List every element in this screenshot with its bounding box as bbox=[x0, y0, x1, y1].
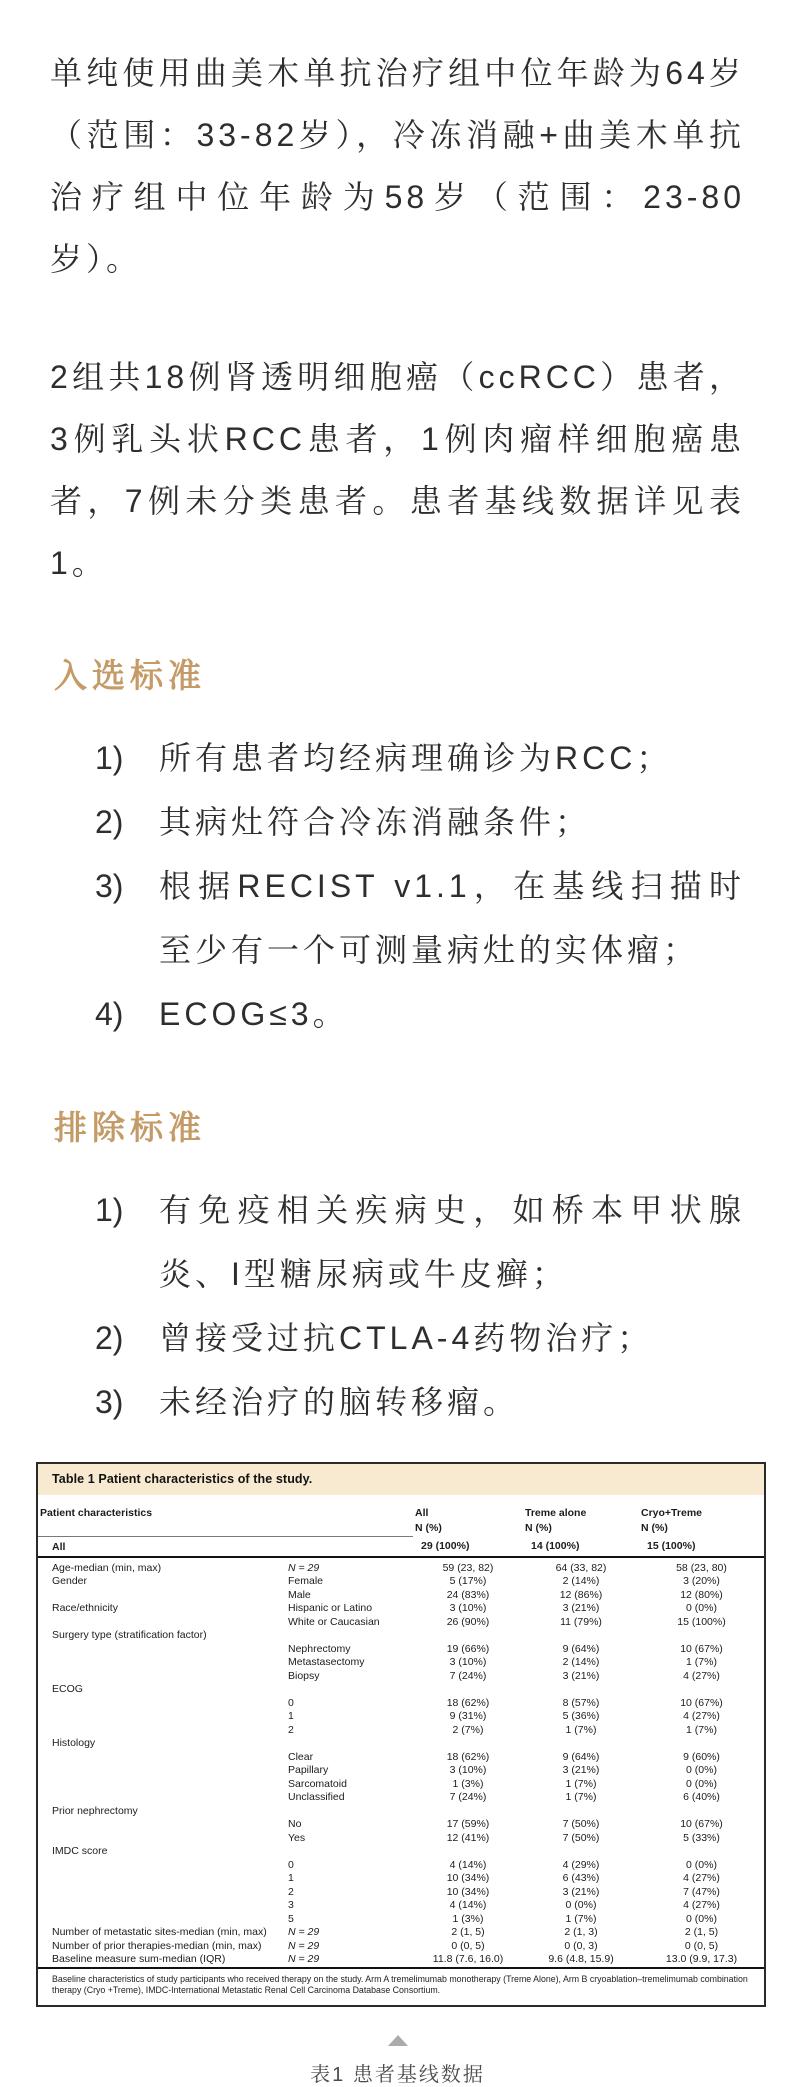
table-cell: 12 (80%) bbox=[680, 1588, 723, 1601]
table-cell: N = 29 bbox=[288, 1939, 320, 1952]
table-cell: 3 bbox=[288, 1899, 294, 1911]
table-cell bbox=[413, 1805, 523, 1819]
inclusion-item-3 bbox=[50, 854, 745, 982]
table-cell: 58 (23, 80) bbox=[676, 1561, 727, 1574]
table-cell: 4 (14%) bbox=[449, 1858, 487, 1871]
table-cell: Histology bbox=[52, 1737, 96, 1749]
patient-characteristics-table bbox=[38, 1495, 764, 1967]
table-row bbox=[38, 1791, 764, 1805]
all-row-total-all: 29 (100%) bbox=[413, 1536, 523, 1557]
table-cell bbox=[413, 1683, 523, 1697]
table-cell: Clear bbox=[288, 1750, 314, 1763]
table-cell bbox=[413, 1737, 523, 1751]
table-cell: 1 (7%) bbox=[565, 1723, 597, 1736]
table-cell: 3 (10%) bbox=[449, 1656, 487, 1668]
table1-title: Table 1 Patient characteristics of the study. bbox=[38, 1464, 764, 1495]
table-cell bbox=[286, 1683, 413, 1697]
table-cell: 0 (0%) bbox=[565, 1899, 597, 1911]
table-cell: Gender bbox=[52, 1575, 88, 1587]
table-row bbox=[38, 1872, 764, 1886]
table-cell bbox=[38, 1859, 286, 1873]
table-row bbox=[38, 1926, 764, 1940]
table-cell bbox=[413, 1629, 523, 1643]
table-cell: Prior nephrectomy bbox=[52, 1804, 138, 1817]
table-cell bbox=[38, 1656, 286, 1670]
table-cell bbox=[286, 1629, 413, 1643]
table-cell: 17 (59%) bbox=[446, 1818, 490, 1830]
table-cell: 19 (66%) bbox=[446, 1642, 490, 1655]
table-row bbox=[38, 1602, 764, 1616]
table-cell bbox=[639, 1845, 764, 1859]
list-item-number: 3) bbox=[95, 1384, 124, 1420]
table1-container bbox=[36, 1462, 766, 2007]
table-cell: 9.6 (4.8, 15.9) bbox=[548, 1953, 614, 1965]
table-cell bbox=[38, 1710, 286, 1724]
inclusion-item-4 bbox=[50, 982, 745, 1046]
table-cell: 7 (24%) bbox=[449, 1669, 487, 1682]
table-row bbox=[38, 1953, 764, 1967]
paragraph-median-age: 单纯使用曲美木单抗治疗组中位年龄为64岁（范围：33-82岁），冷冻消融+曲美木单抗治疗组中位年龄为58岁（范围：23-80岁）。 bbox=[50, 55, 745, 277]
table-cell bbox=[38, 1751, 286, 1765]
table-cell: 10 (67%) bbox=[680, 1818, 723, 1830]
table-cell: 1 (7%) bbox=[565, 1777, 597, 1790]
table-row bbox=[38, 1899, 764, 1913]
table-cell: 3 (10%) bbox=[449, 1602, 487, 1614]
table-body bbox=[38, 1557, 764, 1967]
table-cell bbox=[38, 1589, 286, 1603]
list-item-number: 2) bbox=[95, 804, 124, 840]
table-row bbox=[38, 1859, 764, 1873]
table-cell: 3 (20%) bbox=[683, 1575, 720, 1587]
table-cell: Hispanic or Latino bbox=[288, 1602, 373, 1614]
table-cell: 1 (3%) bbox=[452, 1912, 484, 1925]
table-cell: 3 (21%) bbox=[562, 1885, 600, 1898]
table-cell: No bbox=[288, 1818, 302, 1830]
table-cell: 4 (27%) bbox=[683, 1872, 720, 1884]
table-cell bbox=[38, 1616, 286, 1630]
table-cell bbox=[38, 1697, 286, 1711]
inclusion-criteria-list bbox=[50, 726, 745, 1046]
table-row bbox=[38, 1643, 764, 1657]
table-cell: 4 (27%) bbox=[683, 1710, 720, 1722]
table-cell bbox=[38, 1886, 286, 1900]
table-cell bbox=[523, 1845, 639, 1859]
table1-footnote: Baseline characteristics of study participants who received therapy on the study. Arm A tremelimumab monotherapy (Treme Alone), Arm B cryoablation–tremelimumab combination therapy (Cryo +Treme), IMDC-International Metastatic Renal Cell Carcinoma Database Consortium. bbox=[38, 1967, 764, 2005]
table-row bbox=[38, 1575, 764, 1589]
table-row bbox=[38, 1818, 764, 1832]
table-cell bbox=[38, 1670, 286, 1684]
paragraph-histology-summary: 2组共18例肾透明细胞癌（ccRCC）患者，3例乳头状RCC患者，1例肉瘤样细胞癌患者，7例未分类患者。患者基线数据详见表1。 bbox=[50, 359, 745, 581]
table-cell bbox=[38, 1643, 286, 1657]
list-item-text: ECOG≤3。 bbox=[159, 996, 349, 1032]
table-cell: Biopsy bbox=[288, 1669, 320, 1682]
table-cell: 2 (14%) bbox=[562, 1575, 600, 1587]
table-cell: 64 (33, 82) bbox=[555, 1561, 607, 1574]
col-header-all: All bbox=[415, 1507, 429, 1519]
list-item-number: 3) bbox=[95, 868, 124, 904]
exclusion-item-2 bbox=[50, 1306, 745, 1370]
table-row bbox=[38, 1845, 764, 1859]
triangle-up-icon bbox=[388, 2035, 408, 2046]
table-row bbox=[38, 1751, 764, 1765]
list-item-number: 2) bbox=[95, 1320, 124, 1356]
table-cell bbox=[413, 1845, 523, 1859]
list-item-text: 所有患者均经病理确诊为RCC； bbox=[159, 740, 673, 776]
list-item-text: 根据RECIST v1.1，在基线扫描时至少有一个可测量病灶的实体瘤； bbox=[159, 868, 745, 968]
table-cell: White or Caucasian bbox=[288, 1615, 380, 1628]
table-cell: ECOG bbox=[52, 1683, 83, 1695]
exclusion-criteria-list bbox=[50, 1178, 745, 1434]
table-cell bbox=[639, 1805, 764, 1819]
table-row bbox=[38, 1670, 764, 1684]
table-cell: Number of prior therapies-median (min, max) bbox=[52, 1939, 262, 1952]
table-cell bbox=[286, 1737, 413, 1751]
table-cell: 0 (0%) bbox=[686, 1777, 717, 1790]
table-cell: 12 (41%) bbox=[446, 1831, 490, 1844]
table-cell: 0 (0, 5) bbox=[684, 1939, 719, 1952]
table-cell: IMDC score bbox=[52, 1845, 108, 1857]
table-cell: 26 (90%) bbox=[446, 1615, 490, 1628]
table-cell: 0 (0%) bbox=[686, 1602, 717, 1614]
table-cell: 5 (33%) bbox=[683, 1831, 720, 1844]
table-cell: Nephrectomy bbox=[288, 1642, 351, 1655]
table-row bbox=[38, 1589, 764, 1603]
table-caption: 表1 患者基线数据 bbox=[310, 2063, 485, 2086]
table-cell bbox=[38, 1791, 286, 1805]
table-cell: 9 (64%) bbox=[562, 1750, 600, 1763]
table-cell: Metastasectomy bbox=[288, 1656, 365, 1668]
table1-header bbox=[38, 1495, 764, 1557]
table-row bbox=[38, 1737, 764, 1751]
table-cell: Surgery type (stratification factor) bbox=[52, 1629, 207, 1641]
table-cell: 9 (31%) bbox=[449, 1710, 487, 1722]
table-cell: Unclassified bbox=[288, 1791, 345, 1803]
exclusion-item-3 bbox=[50, 1370, 745, 1434]
table-row bbox=[38, 1805, 764, 1819]
table-cell bbox=[286, 1845, 413, 1859]
list-item-number: 1) bbox=[95, 1192, 124, 1228]
table-cell: 18 (62%) bbox=[446, 1750, 490, 1763]
table-cell: 7 (50%) bbox=[562, 1818, 600, 1830]
table-cell: 1 (3%) bbox=[452, 1777, 484, 1790]
table-cell bbox=[38, 1778, 286, 1792]
table-cell: 3 (10%) bbox=[449, 1764, 487, 1776]
table-cell: N = 29 bbox=[288, 1926, 320, 1938]
table-cell bbox=[38, 1913, 286, 1927]
table-cell: 59 (23, 82) bbox=[442, 1561, 494, 1574]
table-cell: Female bbox=[288, 1575, 324, 1587]
table-cell: 5 (36%) bbox=[562, 1710, 600, 1722]
table-row bbox=[38, 1616, 764, 1630]
exclusion-criteria-heading: 排除标准 bbox=[54, 1109, 206, 1146]
col-subheader-n-pct: N (%) bbox=[641, 1522, 668, 1534]
table-cell: 0 bbox=[288, 1696, 294, 1709]
table-cell: 4 (14%) bbox=[449, 1899, 487, 1911]
table-cell: Male bbox=[288, 1588, 311, 1601]
table-cell: 7 (24%) bbox=[449, 1791, 487, 1803]
table-cell bbox=[523, 1629, 639, 1643]
table-cell bbox=[523, 1737, 639, 1751]
table-cell: 24 (83%) bbox=[446, 1588, 490, 1601]
list-item-text: 未经治疗的脑转移瘤。 bbox=[159, 1384, 520, 1420]
table-cell: 2 (1, 5) bbox=[451, 1926, 485, 1938]
table-cell: 6 (40%) bbox=[683, 1791, 720, 1803]
table-row bbox=[38, 1913, 764, 1927]
table-cell: N = 29 bbox=[288, 1561, 320, 1574]
table-cell bbox=[38, 1872, 286, 1886]
all-row-total-treme: 14 (100%) bbox=[523, 1536, 639, 1557]
table-cell: 12 (86%) bbox=[559, 1588, 603, 1601]
table-caption-block bbox=[50, 2035, 745, 2087]
table-row bbox=[38, 1710, 764, 1724]
table-cell: 1 (7%) bbox=[565, 1912, 597, 1925]
list-item-number: 1) bbox=[95, 740, 124, 776]
table-cell: Papillary bbox=[288, 1764, 329, 1776]
all-row-total-cryo: 15 (100%) bbox=[639, 1536, 764, 1557]
table-cell bbox=[38, 1764, 286, 1778]
table-row bbox=[38, 1629, 764, 1643]
table-row bbox=[38, 1697, 764, 1711]
col-header-cryo-treme: Cryo+Treme bbox=[641, 1507, 702, 1519]
table-cell: 5 (17%) bbox=[449, 1575, 487, 1587]
table-cell bbox=[286, 1805, 413, 1819]
table-cell bbox=[38, 1724, 286, 1738]
exclusion-item-1 bbox=[50, 1178, 745, 1306]
table-cell: 7 (50%) bbox=[562, 1831, 600, 1844]
col-subheader-n-pct: N (%) bbox=[525, 1522, 552, 1534]
table-row bbox=[38, 1886, 764, 1900]
inclusion-item-1 bbox=[50, 726, 745, 790]
table-cell: Sarcomatoid bbox=[288, 1777, 347, 1790]
table-cell: Age-median (min, max) bbox=[52, 1561, 162, 1574]
col-subheader-n-pct: N (%) bbox=[415, 1522, 442, 1534]
list-item-text: 有免疫相关疾病史，如桥本甲状腺炎、I型糖尿病或牛皮癣； bbox=[159, 1192, 745, 1292]
table-cell bbox=[38, 1818, 286, 1832]
table-cell: 3 (21%) bbox=[562, 1764, 600, 1776]
inclusion-item-2 bbox=[50, 790, 745, 854]
table-cell: 2 (14%) bbox=[562, 1656, 600, 1668]
table-cell: 6 (43%) bbox=[562, 1872, 600, 1884]
inclusion-criteria-heading: 入选标准 bbox=[54, 657, 206, 694]
all-row-label: All bbox=[38, 1536, 413, 1557]
table-row bbox=[38, 1832, 764, 1846]
list-item-text: 曾接受过抗CTLA-4药物治疗； bbox=[159, 1320, 654, 1356]
table-cell: 7 (47%) bbox=[683, 1885, 720, 1898]
table-cell: N = 29 bbox=[288, 1953, 320, 1965]
table-cell: 1 (7%) bbox=[686, 1723, 717, 1736]
table-cell: Race/ethnicity bbox=[52, 1602, 118, 1614]
table-cell: 5 bbox=[288, 1912, 294, 1925]
table-cell: Baseline measure sum-median (IQR) bbox=[52, 1953, 226, 1965]
table-cell: 0 (0, 3) bbox=[564, 1939, 598, 1952]
table-cell: 8 (57%) bbox=[562, 1696, 600, 1709]
col-header-patient-characteristics: Patient characteristics bbox=[38, 1495, 413, 1536]
table-cell: 2 bbox=[288, 1885, 294, 1898]
table-cell: 2 bbox=[288, 1723, 294, 1736]
table-cell: 4 (29%) bbox=[562, 1858, 600, 1871]
list-item-text: 其病灶符合冷冻消融条件； bbox=[159, 804, 592, 840]
table-cell bbox=[523, 1683, 639, 1697]
table-cell: 10 (34%) bbox=[446, 1885, 490, 1898]
table-cell bbox=[639, 1683, 764, 1697]
table-row bbox=[38, 1940, 764, 1954]
table-cell: Yes bbox=[288, 1831, 306, 1844]
table-cell: 4 (27%) bbox=[683, 1669, 720, 1682]
table-cell: 0 (0%) bbox=[686, 1858, 717, 1871]
table-cell: 0 bbox=[288, 1858, 294, 1871]
table-cell: 1 (7%) bbox=[565, 1791, 597, 1803]
table-row bbox=[38, 1683, 764, 1697]
table-row bbox=[38, 1778, 764, 1792]
table-cell: 18 (62%) bbox=[446, 1696, 490, 1709]
table-cell bbox=[38, 1899, 286, 1913]
table-cell: 1 bbox=[288, 1872, 294, 1884]
table-cell: 3 (21%) bbox=[562, 1602, 600, 1614]
table-cell: 10 (34%) bbox=[446, 1872, 490, 1884]
table-cell: 1 bbox=[288, 1710, 294, 1722]
table-row bbox=[38, 1557, 764, 1576]
table-cell: 13.0 (9.9, 17.3) bbox=[665, 1953, 738, 1965]
table-cell: 2 (1, 3) bbox=[564, 1926, 598, 1938]
table-cell: 2 (7%) bbox=[452, 1723, 484, 1736]
table-cell: 2 (1, 5) bbox=[684, 1926, 719, 1938]
table-cell: 11.8 (7.6, 16.0) bbox=[432, 1953, 504, 1965]
table-cell: 1 (7%) bbox=[686, 1656, 717, 1668]
table-cell: 0 (0, 5) bbox=[451, 1939, 485, 1952]
table-cell bbox=[639, 1629, 764, 1643]
table-cell: 3 (21%) bbox=[562, 1669, 600, 1682]
table-cell: 9 (64%) bbox=[562, 1642, 600, 1655]
list-item-number: 4) bbox=[95, 996, 124, 1032]
table-cell bbox=[639, 1737, 764, 1751]
table-cell: 10 (67%) bbox=[680, 1642, 723, 1655]
table-cell bbox=[523, 1805, 639, 1819]
table-cell: 0 (0%) bbox=[686, 1764, 717, 1776]
table-row bbox=[38, 1724, 764, 1738]
table-cell: 0 (0%) bbox=[686, 1912, 717, 1925]
table-cell: 4 (27%) bbox=[683, 1899, 720, 1911]
table-cell: Number of metastatic sites-median (min, max) bbox=[52, 1926, 267, 1938]
table-row bbox=[38, 1764, 764, 1778]
col-header-treme-alone: Treme alone bbox=[525, 1507, 587, 1519]
table-cell: 10 (67%) bbox=[680, 1696, 723, 1709]
table-row bbox=[38, 1656, 764, 1670]
table-cell: 15 (100%) bbox=[677, 1615, 726, 1628]
table-cell bbox=[38, 1832, 286, 1846]
table-cell: 11 (79%) bbox=[560, 1615, 602, 1628]
table-cell: 9 (60%) bbox=[683, 1750, 720, 1763]
